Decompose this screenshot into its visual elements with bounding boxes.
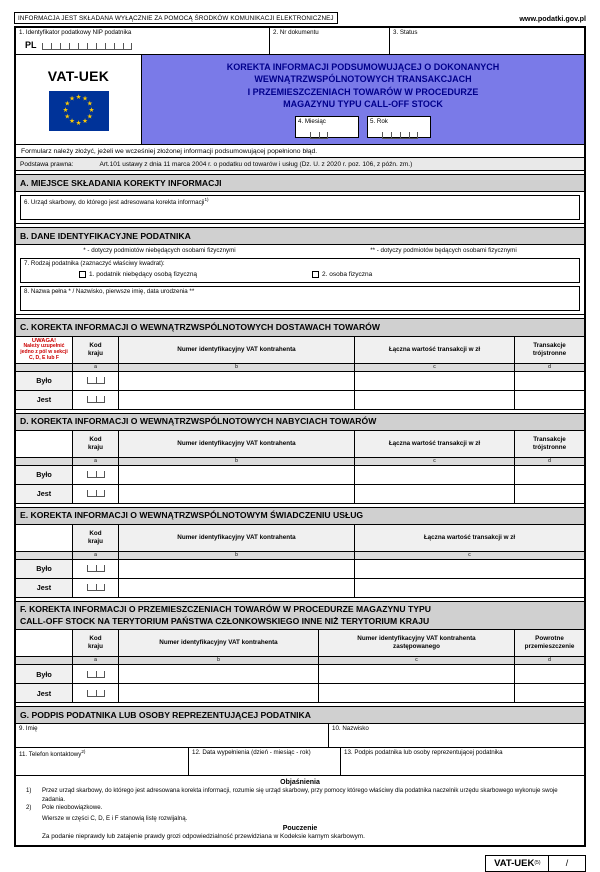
month-input[interactable] <box>310 132 328 139</box>
column-header-country-code: Kod kraju <box>72 337 118 363</box>
section-g-title: G. PODPIS PODATNIKA LUB OSOBY REPREZENTUJĄCEJ PODATNIKA <box>16 707 584 724</box>
country-code-input-cell[interactable] <box>72 684 118 702</box>
field-7-label: 7. Rodzaj podatnika (zaznaczyć właściwy kwadrat): <box>24 260 165 268</box>
eu-star-icon: ★ <box>88 106 95 114</box>
column-header-vat-number: Numer identyfikacyjny VAT kontrahenta <box>118 525 354 551</box>
field-7-taxpayer-type <box>20 258 580 283</box>
electronic-submission-notice: INFORMACJA JEST SKŁADANA WYŁĄCZNIE ZA POMOCĄ ŚRODKÓW KOMUNIKACJI ELEKTRONICZNEJ <box>14 12 338 24</box>
explanations-extra-note: Wiersze w części C, D, E i F stanowią listę rozwijalną. <box>42 814 188 822</box>
period-row <box>295 116 431 138</box>
return-movement-input-cell[interactable] <box>514 665 584 683</box>
total-value-input-cell[interactable] <box>354 391 514 409</box>
vat-number-input-cell[interactable] <box>118 579 354 597</box>
row-label-was: Było <box>16 665 72 683</box>
triangular-input-cell[interactable] <box>514 485 584 503</box>
explanation-item-2 <box>24 804 576 813</box>
eu-star-icon: ★ <box>82 95 88 103</box>
form-title-line: MAGAZYNU TYPU CALL-OFF STOCK <box>283 98 443 109</box>
taxpayer-type-checkbox-2[interactable] <box>312 271 319 278</box>
year-input[interactable] <box>382 132 418 139</box>
eu-star-icon: ★ <box>69 118 75 126</box>
stub-header-cell <box>16 525 72 551</box>
letter-cell: c <box>354 458 514 465</box>
field-6-footnote-marker: 1) <box>204 197 209 203</box>
field-6-label <box>24 197 576 207</box>
eu-star-icon: ★ <box>75 119 82 127</box>
legal-basis-row <box>16 158 584 171</box>
field-12-date[interactable] <box>188 748 340 775</box>
eu-star-icon: ★ <box>64 100 71 108</box>
explanation-2-number: 2) <box>26 804 32 812</box>
triangular-input-cell[interactable] <box>514 391 584 409</box>
legal-basis-label: Podstawa prawna: <box>20 160 74 168</box>
country-code-input[interactable] <box>87 690 105 697</box>
stub-header-cell <box>16 431 72 457</box>
country-code-input[interactable] <box>87 490 105 497</box>
section-c <box>16 318 584 409</box>
field-13-signature[interactable] <box>340 748 584 775</box>
field-10-label: 10. Nazwisko <box>332 725 369 733</box>
form-title <box>227 61 500 110</box>
column-header-country-code: Kod kraju <box>72 525 118 551</box>
taxpayer-type-option-2-label: 2. osoba fizyczna <box>322 271 373 279</box>
column-header-vat-number: Numer identyfikacyjny VAT kontrahenta <box>118 337 354 363</box>
column-header-vat-number: Numer identyfikacyjny VAT kontrahenta <box>118 431 354 457</box>
section-a-title: A. MIEJSCE SKŁADANIA KOREKTY INFORMACJI <box>16 175 584 192</box>
caution-block <box>16 823 584 845</box>
column-header-triangular: Transakcje trójstronne <box>514 337 584 363</box>
eu-flag-logo <box>49 91 109 131</box>
caution-text: Za podanie nieprawdy lub zatajenie prawdy grozi odpowiedzialność przewidziana w Kodeksie karnym skarbowym. <box>42 832 365 840</box>
vat-replaced-input-cell[interactable] <box>318 665 514 683</box>
field-8-full-name[interactable] <box>20 286 580 311</box>
letter-cell: c <box>354 364 514 371</box>
country-code-input-cell[interactable] <box>72 665 118 683</box>
section-f-table <box>16 630 584 702</box>
field-2-label: 2. Nr dokumentu <box>273 29 319 36</box>
field-5-year[interactable] <box>367 116 431 138</box>
column-header-total-value: Łączna wartość transakcji w zł <box>354 337 514 363</box>
nip-input[interactable] <box>42 43 132 50</box>
letter-cell: b <box>118 552 354 559</box>
section-g <box>16 706 584 776</box>
section-e-table <box>16 525 584 597</box>
field-11-phone[interactable] <box>16 748 188 775</box>
country-code-input[interactable] <box>87 565 105 572</box>
letter-cell: d <box>514 364 584 371</box>
section-b-title: B. DANE IDENTYFIKACYJNE PODATNIKA <box>16 228 584 245</box>
country-code-input-cell[interactable] <box>72 391 118 409</box>
footer-form-code-box <box>485 855 549 872</box>
field-6-tax-office[interactable] <box>20 195 580 220</box>
form-body <box>14 26 586 847</box>
warning-note <box>16 337 72 363</box>
letter-cell <box>16 552 72 559</box>
column-header-triangular: Transakcje trójstronne <box>514 431 584 457</box>
explanation-1-number: 1) <box>26 787 32 795</box>
form-code-cell <box>16 55 142 144</box>
explanation-1-text: Przez urząd skarbowy, do którego jest adresowana korekta informacji, rozumie się urząd skarbowy, przy pomocy którego właściwy dla podatnika naczelnik urzędu skarbowego wykonuje swoje zadania. <box>42 787 558 803</box>
field-3-status[interactable] <box>389 28 584 54</box>
footer <box>14 855 586 872</box>
section-c-title: C. KOREKTA INFORMACJI O WEWNĄTRZWSPÓLNOTOWYCH DOSTAWACH TOWARÓW <box>16 319 584 336</box>
field-5-label: 5. Rok <box>370 117 388 125</box>
vat-number-input-cell[interactable] <box>118 560 354 578</box>
triangular-input-cell[interactable] <box>514 372 584 390</box>
field-8-label: 8. Nazwa pełna * / Nazwisko, pierwsze imię, data urodzenia ** <box>24 288 195 296</box>
country-code-input-cell[interactable] <box>72 579 118 597</box>
section-c-table <box>16 337 584 409</box>
signature-row-2 <box>16 747 584 775</box>
form-title-line: WEWNĄTRZWSPÓLNOTOWYCH TRANSAKCJACH <box>254 74 472 85</box>
row-label-was: Było <box>16 560 72 578</box>
return-movement-input-cell[interactable] <box>514 684 584 702</box>
vat-number-input-cell[interactable] <box>118 466 354 484</box>
warning-note-text: Należy uzupełnić jedno z pól w sekcji C, D, E lub F <box>20 342 68 361</box>
form-title-line: I PRZEMIESZCZENIACH TOWARÓW W PROCEDURZE <box>247 86 479 97</box>
country-code-input[interactable] <box>87 396 105 403</box>
eu-star-icon: ★ <box>86 100 93 108</box>
vat-replaced-input-cell[interactable] <box>318 684 514 702</box>
letter-cell <box>16 657 72 664</box>
column-header-total-value: Łączna wartość transakcji w zł <box>354 525 584 551</box>
total-value-input-cell[interactable] <box>354 372 514 390</box>
top-bar <box>14 12 586 24</box>
footnote-individual: ** - dotyczy podmiotów będących osobami fizycznymi <box>370 247 517 255</box>
country-code-input[interactable] <box>87 377 105 384</box>
eu-star-icon: ★ <box>86 113 93 121</box>
letter-cell: b <box>118 657 318 664</box>
taxpayer-type-option-2[interactable] <box>312 271 372 278</box>
taxpayer-type-options <box>79 271 576 278</box>
field-11-footnote-marker: 2) <box>81 749 86 755</box>
filing-notice: Formularz należy złożyć, jeżeli we wcześniej złożonej informacji podsumowującej popełniono błąd. <box>16 145 584 158</box>
column-header-return-movement: Powrotne przemieszczenie <box>514 630 584 656</box>
signature-row-1 <box>16 724 584 747</box>
country-code-input[interactable] <box>87 671 105 678</box>
vat-number-input-cell[interactable] <box>118 684 318 702</box>
form-title-band <box>142 55 584 144</box>
vat-number-input-cell[interactable] <box>118 665 318 683</box>
letter-cell: b <box>118 458 354 465</box>
explanation-item-1 <box>24 787 576 804</box>
explanations-heading: Objaśnienia <box>280 779 320 787</box>
field-9-label: 9. Imię <box>19 725 38 733</box>
section-b-footnotes <box>16 245 584 255</box>
eu-star-icon: ★ <box>64 113 71 121</box>
section-d-table <box>16 431 584 503</box>
country-code-input-cell[interactable] <box>72 560 118 578</box>
warning-note-title: UWAGA! <box>31 337 57 344</box>
field-4-month[interactable] <box>295 116 359 138</box>
footer-form-version: (5) <box>534 860 541 867</box>
section-a <box>16 174 584 224</box>
row-label-is: Jest <box>16 684 72 702</box>
section-e-title: E. KOREKTA INFORMACJI O WEWNĄTRZWSPÓLNOTOWYM ŚWIADCZENIU USŁUG <box>16 508 584 525</box>
letter-cell: d <box>514 657 584 664</box>
vat-number-input-cell[interactable] <box>118 372 354 390</box>
section-f <box>16 601 584 703</box>
total-value-input-cell[interactable] <box>354 579 584 597</box>
column-header-vat-number: Numer identyfikacyjny VAT kontrahenta <box>118 630 318 656</box>
stub-header-cell <box>16 630 72 656</box>
taxpayer-type-option-1[interactable] <box>79 271 197 278</box>
letter-cell: a <box>72 657 118 664</box>
section-f-title <box>16 602 584 630</box>
field-3-label: 3. Status <box>393 29 418 36</box>
country-code-input[interactable] <box>87 471 105 478</box>
total-value-input-cell[interactable] <box>354 485 514 503</box>
explanation-2-text: Pole nieobowiązkowe. <box>42 804 103 812</box>
field-11-label <box>19 749 185 759</box>
letter-cell: a <box>72 364 118 371</box>
footer-form-code: VAT-UEK <box>494 857 535 869</box>
field-12-label: 12. Data wypełnienia (dzień - miesiąc - rok) <box>192 749 311 757</box>
section-e <box>16 507 584 598</box>
column-header-country-code: Kod kraju <box>72 431 118 457</box>
field-1-nip[interactable] <box>16 28 269 54</box>
explanations <box>16 776 584 823</box>
footer-page-box: / <box>548 855 586 872</box>
total-value-input-cell[interactable] <box>354 466 514 484</box>
form-header <box>16 55 584 145</box>
section-d-title: D. KOREKTA INFORMACJI O WEWNĄTRZWSPÓLNOTOWYCH NABYCIACH TOWARÓW <box>16 414 584 431</box>
country-code-input-cell[interactable] <box>72 485 118 503</box>
taxpayer-type-checkbox-1[interactable] <box>79 271 86 278</box>
field-6-label-text: 6. Urząd skarbowy, do którego jest adresowana korekta informacji <box>24 199 205 207</box>
eu-star-icon: ★ <box>69 95 75 103</box>
taxpayer-type-option-1-label: 1. podatnik niebędący osobą fizyczną <box>89 271 198 279</box>
country-code-input-cell[interactable] <box>72 466 118 484</box>
vat-number-input-cell[interactable] <box>118 391 354 409</box>
row-label-was: Było <box>16 372 72 390</box>
triangular-input-cell[interactable] <box>514 466 584 484</box>
total-value-input-cell[interactable] <box>354 560 584 578</box>
field-1-label: 1. Identyfikator podatkowy NIP podatnika <box>19 29 132 36</box>
legal-basis-text: Art.101 ustawy z dnia 11 marca 2004 r. o podatku od towarów i usług (Dz. U. z 2020 r. poz. 106, z późn. zm.) <box>99 160 413 168</box>
column-header-vat-replaced: Numer identyfikacyjny VAT kontrahenta zastępowanego <box>318 630 514 656</box>
row-label-is: Jest <box>16 579 72 597</box>
letter-cell: d <box>514 458 584 465</box>
eu-star-icon: ★ <box>62 106 69 114</box>
field-9-first-name[interactable] <box>16 724 328 747</box>
footnote-non-individual: * - dotyczy podmiotów niebędących osobami fizycznymi <box>83 247 236 255</box>
country-code-input[interactable] <box>87 584 105 591</box>
letter-cell: b <box>118 364 354 371</box>
field-2-document-number[interactable] <box>269 28 389 54</box>
field-4-label: 4. Miesiąc <box>298 117 326 125</box>
field-11-label-text: 11. Telefon kontaktowy <box>19 751 82 759</box>
eu-star-icon: ★ <box>82 118 88 126</box>
website-url: www.podatki.gov.pl <box>519 14 586 23</box>
row-label-is: Jest <box>16 391 72 409</box>
section-b <box>16 227 584 315</box>
row-label-is: Jest <box>16 485 72 503</box>
letter-cell: c <box>318 657 514 664</box>
eu-star-icon: ★ <box>75 93 82 101</box>
caution-heading: Pouczenie <box>282 824 318 832</box>
row-label-was: Było <box>16 466 72 484</box>
identification-row <box>16 28 584 55</box>
column-header-total-value: Łączna wartość transakcji w zł <box>354 431 514 457</box>
form-code: VAT-UEK <box>47 68 110 84</box>
field-13-label: 13. Podpis podatnika lub osoby reprezentującej podatnika <box>344 749 503 757</box>
section-d <box>16 413 584 504</box>
column-header-country-code: Kod kraju <box>72 630 118 656</box>
nip-country-prefix: PL <box>25 39 37 50</box>
letter-cell: a <box>72 552 118 559</box>
letter-cell: c <box>354 552 584 559</box>
form-title-line: KOREKTA INFORMACJI PODSUMOWUJĄCEJ O DOKONANYCH <box>226 62 500 73</box>
section-f-title-text: F. KOREKTA INFORMACJI O PRZEMIESZCZENIACH TOWARÓW W PROCEDURZE MAGAZYNU TYPU CALL-OFF STOCK NA TERYTORIUM PAŃSTWA CZŁONKOWSKIEGO INNE NIŻ TERYTORIUM KRAJU <box>20 604 431 626</box>
vat-number-input-cell[interactable] <box>118 485 354 503</box>
letter-cell <box>16 364 72 371</box>
field-10-last-name[interactable] <box>328 724 584 747</box>
letter-cell <box>16 458 72 465</box>
country-code-input-cell[interactable] <box>72 372 118 390</box>
letter-cell: a <box>72 458 118 465</box>
